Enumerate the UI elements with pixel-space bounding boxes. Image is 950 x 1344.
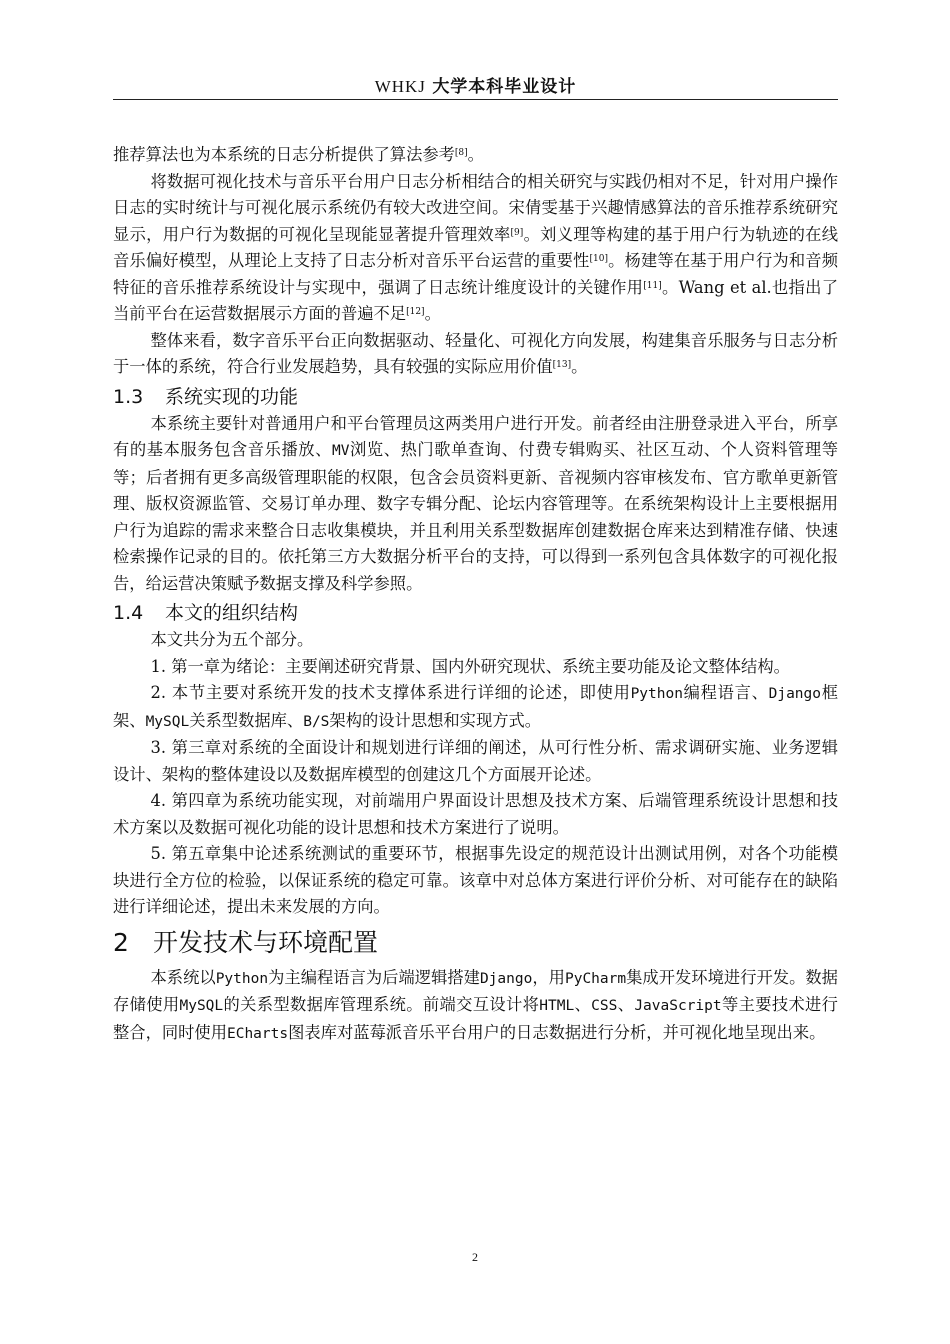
chapter-number: 2 <box>113 927 129 957</box>
page-body <box>113 142 838 1047</box>
section-number: 1.4 <box>113 602 144 624</box>
section-heading <box>113 599 838 627</box>
page-header <box>113 72 838 97</box>
citation: [8] <box>454 148 468 158</box>
list-item: 1. 第一章为绪论：主要阐述研究背景、国内外研究现状、系统主要功能及论文整体结构。 <box>150 656 790 676</box>
list-item: 5. 第五章集中论述系统测试的重要环节，根据事先设定的规范设计出测试用例，对各个功能模块进行全方位的检验，以保证系统的稳定可靠。该章中对总体方案进行评价分析、对可能存在的缺陷进行详细论述，提出未来发展的方向。 <box>113 844 838 916</box>
list-item: 4. 第四章为系统功能实现，对前端用户界面设计思想及技术方案、后端管理系统设计思想和技术方案以及数据可视化功能的设计思想和技术方案进行了说明。 <box>113 791 838 837</box>
paragraph: 本系统以Python为主编程语言为后端逻辑搭建Django，用PyCharm集成开发环境进行开发。数据存储使用MySQL的关系型数据库管理系统。前端交互设计将HTML、CSS、JavaScript等主要技术进行整合，同时使用ECharts图表库对蓝莓派音乐平台用户的日志数据进行分析，并可视化地呈现出来。 <box>113 967 838 1042</box>
list-item: 2. 本节主要对系统开发的技术支撑体系进行详细的论述，即使用Python编程语言、Django框架、MySQL关系型数据库、B/S架构的设计思想和实现方式。 <box>113 683 838 730</box>
paragraph: 推荐算法也为本系统的日志分析提供了算法参考[8]。 <box>113 145 484 164</box>
citation: [12] <box>406 307 425 317</box>
section-heading <box>113 383 838 411</box>
section-number: 1.3 <box>113 385 144 408</box>
paragraph: 本文共分为五个部分。 <box>150 630 314 649</box>
citation: [10] <box>589 254 608 264</box>
paragraph: 将数据可视化技术与音乐平台用户日志分析相结合的相关研究与实践仍相对不足，针对用户操作日志的实时统计与可视化展示系统仍有较大改进空间。宋倩雯基于兴趣情感算法的音乐推荐系统研究显示，用户行为数据的可视化呈现能显著提升管理效率[9]。刘义理等构建的基于用户行为轨迹的在线音乐偏好模型，从理论上支持了日志分析对音乐平台运营的重要性[10]。杨建等在基于用户行为和音频特征的音乐推荐系统设计与实现中，强调了日志统计维度设计的关键作用[11]。Wang et al.也指出了当前平台在运营数据展示方面的普遍不足[12]。 <box>113 171 838 323</box>
paragraph: 本系统主要针对普通用户和平台管理员这两类用户进行开发。前者经由注册登录进入平台，所享有的基本服务包含音乐播放、MV浏览、热门歌单查询、付费专辑购买、社区互动、个人资料管理等等；后者拥有更多高级管理职能的权限，包含会员资料更新、音视频内容审核发布、官方歌单更新管理、版权资源监管、交易订单办理、数字专辑分配、论坛内容管理等。在系统架构设计上主要根据用户行为追踪的需求来整合日志收集模块，并且利用关系型数据库创建数据仓库来达到精准存储、快速检索操作记录的目的。依托第三方大数据分析平台的支持，可以得到一系列包含具体数字的可视化报告，给运营决策赋予数据支撑及科学参照。 <box>113 413 838 593</box>
section-title: 本文的组织结构 <box>165 602 299 624</box>
citation: [9] <box>510 227 524 238</box>
chapter-heading <box>113 925 838 961</box>
header-title: 大学本科毕业设计 <box>432 77 577 97</box>
citation: [11] <box>643 280 662 291</box>
section-title: 系统实现的功能 <box>165 385 299 408</box>
paragraph: 整体来看，数字音乐平台正向数据驱动、轻量化、可视化方向发展，构建集音乐服务与日志分析于一体的系统，符合行业发展趋势，具有较强的实际应用价值[13]。 <box>113 330 838 376</box>
citation: [13] <box>552 360 572 370</box>
header-rule <box>113 99 838 100</box>
list-item: 3. 第三章对系统的全面设计和规划进行详细的阐述，从可行性分析、需求调研实施、业务逻辑设计、架构的整体建设以及数据库模型的创建这几个方面展开论述。 <box>113 738 838 784</box>
header-latin: WHKJ <box>374 77 426 96</box>
page-number: 2 <box>472 1250 478 1264</box>
chapter-title: 开发技术与环境配置 <box>153 927 379 957</box>
